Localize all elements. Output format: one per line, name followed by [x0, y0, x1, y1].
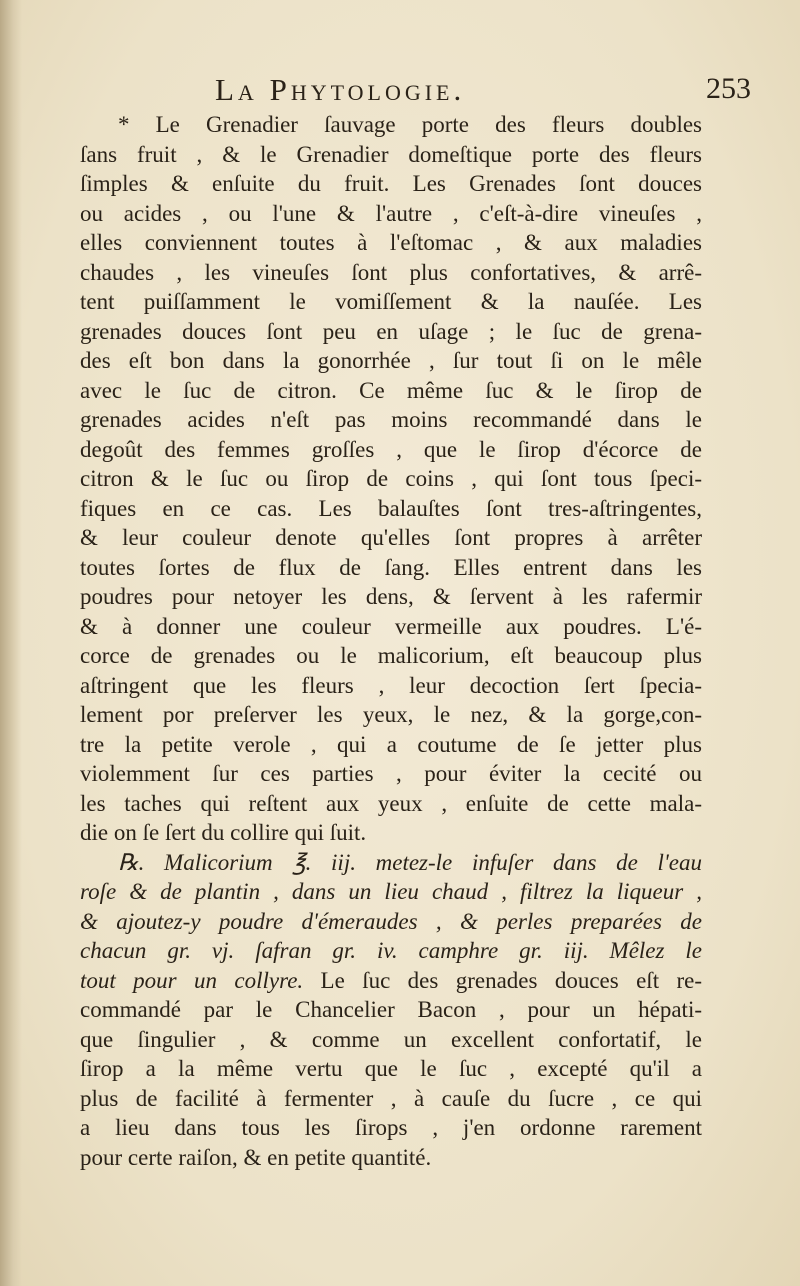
recipe-line: & ajoutez-y poudre d'émeraudes , & perles preparées de	[80, 908, 702, 934]
text-line: lement por preſerver les yeux, le nez, & la gorge,con-	[80, 702, 702, 727]
text-line: aſtringent que les fleurs , leur decoction ſert ſpecia-	[80, 672, 702, 698]
text-line: die on ſe ſert du collire qui ſuit.	[80, 820, 367, 845]
text-line: & à donner une couleur vermeille aux poudres. L'é-	[80, 613, 702, 639]
page-number: 253	[706, 72, 751, 105]
text-line: des eſt bon dans la gonorrhée , ſur tout ſi on le mêle	[80, 348, 702, 373]
page-binding-edge	[0, 0, 22, 1286]
text-line: grenades douces ſont peu en uſage ; le ſuc de grena-	[80, 318, 702, 344]
text-line: a lieu dans tous les ſirops , j'en ordonne rarement	[80, 1115, 702, 1140]
text-line: ſans fruit , & le Grenadier domeſtique porte des fleurs	[80, 141, 702, 167]
text-line: * Le Grenadier ſauvage porte des fleurs doubles	[118, 112, 702, 137]
text-line: pour certe raiſon, & en petite quantité.	[80, 1144, 432, 1170]
text-line: ſirop a la même vertu que le ſuc , excepté qu'il a	[80, 1056, 702, 1081]
text-line: que ſingulier , & comme un excellent confortatif, le	[80, 1026, 702, 1052]
running-title: La Phytologie.	[215, 72, 466, 107]
text-line: tent puiſſamment le vomiſſement & la nauſée. Les	[80, 289, 702, 314]
text-line: & leur couleur denote qu'elles ſont propres à arrêter	[80, 525, 702, 550]
text-line: avec le ſuc de citron. Ce même ſuc & le ſirop de	[80, 377, 702, 403]
text-line-mixed	[80, 966, 702, 996]
text-line: chaudes , les vineuſes ſont plus confortatives, & arrê-	[80, 259, 702, 285]
text-line: ſimples & enſuite du fruit. Les Grenades ſont douces	[80, 171, 702, 196]
text-line: plus de facilité à fermenter , à cauſe du ſucre , ce qui	[80, 1085, 702, 1111]
text-line: corce de grenades ou le malicorium, eſt beaucoup plus	[80, 643, 702, 668]
text-line: toutes ſortes de flux de ſang. Elles entrent dans les	[80, 554, 702, 580]
text-line: degoût des femmes groſſes , que le ſirop d'écorce de	[80, 436, 702, 462]
text-line-continuation: Le ſuc des grenades douces eſt re-	[303, 967, 703, 993]
recipe-line: roſe & de plantin , dans un lieu chaud , filtrez la liqueur ,	[80, 879, 702, 904]
body-text	[80, 110, 702, 1172]
text-line: elles conviennent toutes à l'eſtomac , & aux maladies	[80, 230, 702, 255]
text-line: ou acides , ou l'une & l'autre , c'eſt-à-dire vineuſes ,	[80, 200, 702, 226]
text-line: violemment ſur ces parties , pour éviter la cecité ou	[80, 761, 702, 786]
text-line: grenades acides n'eſt pas moins recommandé dans le	[80, 407, 702, 432]
text-line: tre la petite verole , qui a coutume de ſe jetter plus	[80, 731, 702, 757]
page-header	[0, 72, 800, 112]
text-line: fiques en ce cas. Les balauſtes ſont tres-aſtringentes,	[80, 495, 702, 521]
text-line: citron & le ſuc ou ſirop de coins , qui ſont tous ſpeci-	[80, 466, 702, 491]
text-line: les taches qui reſtent aux yeux , enſuite de cette mala-	[80, 790, 702, 816]
text-line: commandé par le Chancelier Bacon , pour un hépati-	[80, 997, 702, 1022]
text-line: poudres pour netoyer les dens, & ſervent à les rafermir	[80, 584, 702, 609]
recipe-line-end: tout pour un collyre.	[80, 967, 304, 993]
recipe-line: chacun gr. vj. ſafran gr. iv. camphre gr. iij. Mêlez le	[80, 938, 702, 963]
recipe-line: ℞. Malicorium ℥. iij. metez-le infuſer dans de l'eau	[118, 849, 702, 875]
